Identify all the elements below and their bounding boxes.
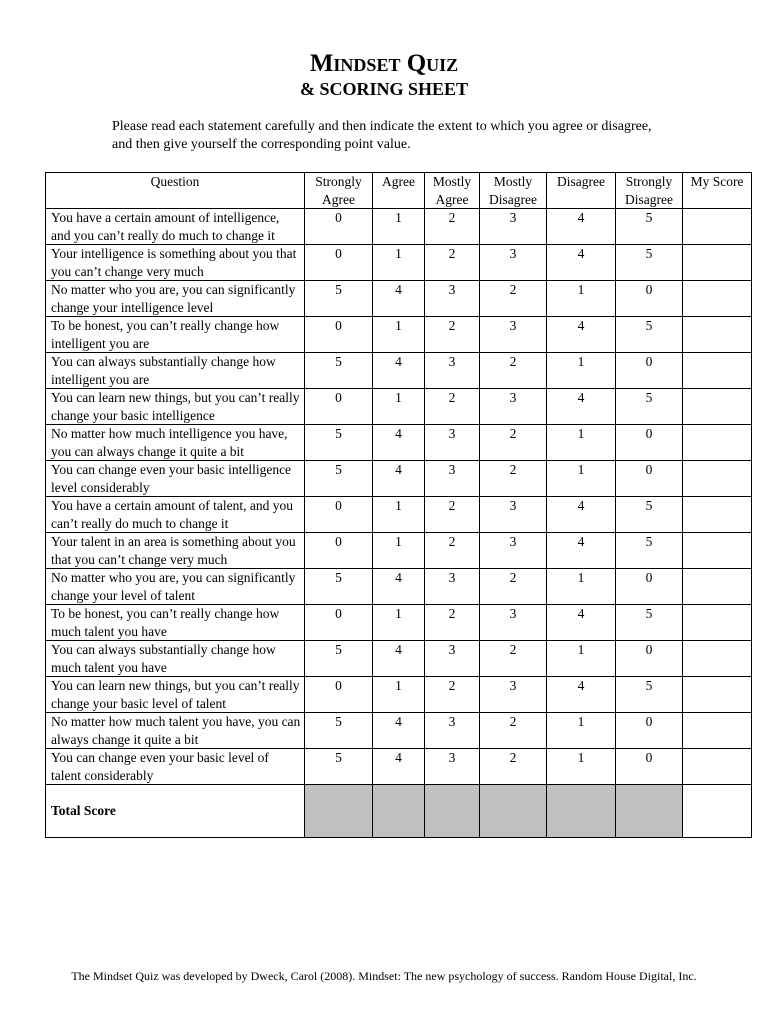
point-value: 2 (425, 497, 480, 533)
point-value: 2 (480, 641, 547, 677)
point-value: 2 (480, 353, 547, 389)
my-score-cell[interactable] (683, 461, 752, 497)
point-value: 1 (547, 425, 616, 461)
question-row (46, 605, 752, 641)
point-value: 5 (616, 245, 683, 281)
point-value: 4 (373, 713, 425, 749)
question-row (46, 677, 752, 713)
point-value: 3 (425, 353, 480, 389)
question-text: You can always substantially change how intelligent you are (46, 353, 305, 389)
point-value: 5 (305, 353, 373, 389)
point-value: 0 (305, 533, 373, 569)
point-value: 1 (373, 389, 425, 425)
point-value: 0 (305, 497, 373, 533)
point-value: 5 (305, 641, 373, 677)
point-value: 1 (373, 245, 425, 281)
total-score-input-cell[interactable] (683, 785, 752, 838)
point-value: 3 (480, 209, 547, 245)
point-value: 1 (547, 353, 616, 389)
point-value: 5 (616, 497, 683, 533)
point-value: 3 (425, 749, 480, 785)
point-value: 2 (480, 569, 547, 605)
point-value: 2 (480, 281, 547, 317)
point-value: 2 (425, 317, 480, 353)
total-row (46, 785, 752, 838)
question-row (46, 353, 752, 389)
point-value: 0 (305, 677, 373, 713)
point-value: 2 (480, 425, 547, 461)
point-value: 3 (425, 641, 480, 677)
total-cell-shaded (305, 785, 373, 838)
question-row (46, 389, 752, 425)
total-cell-shaded (547, 785, 616, 838)
quiz-table (45, 172, 752, 838)
point-value: 1 (547, 749, 616, 785)
my-score-cell[interactable] (683, 677, 752, 713)
column-header: Strongly Agree (305, 173, 373, 209)
question-row (46, 533, 752, 569)
point-value: 1 (547, 641, 616, 677)
point-value: 3 (480, 497, 547, 533)
point-value: 5 (616, 605, 683, 641)
question-row (46, 569, 752, 605)
point-value: 1 (547, 713, 616, 749)
my-score-cell[interactable] (683, 317, 752, 353)
point-value: 5 (616, 389, 683, 425)
point-value: 5 (616, 533, 683, 569)
point-value: 3 (480, 677, 547, 713)
quiz-body (46, 209, 752, 785)
my-score-cell[interactable] (683, 389, 752, 425)
question-text: You have a certain amount of intelligence, and you can’t really do much to change it (46, 209, 305, 245)
total-score-label: Total Score (46, 785, 305, 838)
point-value: 3 (425, 569, 480, 605)
point-value: 3 (425, 281, 480, 317)
point-value: 0 (305, 605, 373, 641)
question-text: You can change even your basic intelligence level considerably (46, 461, 305, 497)
point-value: 5 (305, 461, 373, 497)
question-text: You can always substantially change how much talent you have (46, 641, 305, 677)
column-header: My Score (683, 173, 752, 209)
point-value: 2 (480, 461, 547, 497)
question-text: No matter who you are, you can significantly change your level of talent (46, 569, 305, 605)
total-cell-shaded (425, 785, 480, 838)
my-score-cell[interactable] (683, 497, 752, 533)
point-value: 0 (305, 317, 373, 353)
point-value: 2 (425, 209, 480, 245)
point-value: 3 (480, 605, 547, 641)
point-value: 4 (373, 569, 425, 605)
point-value: 0 (305, 209, 373, 245)
question-row (46, 281, 752, 317)
total-cell-shaded (616, 785, 683, 838)
my-score-cell[interactable] (683, 209, 752, 245)
column-header: Disagree (547, 173, 616, 209)
question-text: No matter who you are, you can significantly change your intelligence level (46, 281, 305, 317)
point-value: 4 (373, 353, 425, 389)
point-value: 2 (480, 713, 547, 749)
total-cell-shaded (373, 785, 425, 838)
point-value: 4 (547, 677, 616, 713)
question-text: You can learn new things, but you can’t really change your basic level of talent (46, 677, 305, 713)
question-row (46, 497, 752, 533)
point-value: 5 (616, 677, 683, 713)
question-text: To be honest, you can’t really change how intelligent you are (46, 317, 305, 353)
point-value: 1 (373, 605, 425, 641)
point-value: 0 (616, 281, 683, 317)
point-value: 0 (616, 425, 683, 461)
point-value: 0 (616, 461, 683, 497)
point-value: 3 (425, 461, 480, 497)
column-header: Agree (373, 173, 425, 209)
point-value: 0 (616, 353, 683, 389)
question-row (46, 641, 752, 677)
question-row (46, 461, 752, 497)
page-subtitle: & SCORING SHEET (299, 79, 469, 99)
point-value: 4 (373, 749, 425, 785)
question-text: Your intelligence is something about you that you can’t change very much (46, 245, 305, 281)
question-text: You can learn new things, but you can’t really change your basic intelligence (46, 389, 305, 425)
header-row (46, 173, 752, 209)
question-text: You can change even your basic level of talent considerably (46, 749, 305, 785)
point-value: 2 (480, 749, 547, 785)
column-header: Mostly Agree (425, 173, 480, 209)
question-text: No matter how much intelligence you have, you can always change it quite a bit (46, 425, 305, 461)
point-value: 2 (425, 389, 480, 425)
my-score-cell[interactable] (683, 281, 752, 317)
point-value: 4 (547, 497, 616, 533)
point-value: 2 (425, 677, 480, 713)
point-value: 5 (616, 209, 683, 245)
point-value: 4 (373, 281, 425, 317)
point-value: 4 (373, 461, 425, 497)
question-row (46, 749, 752, 785)
my-score-cell[interactable] (683, 425, 752, 461)
page-title: Mindset Quiz (309, 50, 459, 77)
point-value: 4 (547, 245, 616, 281)
point-value: 0 (616, 749, 683, 785)
point-value: 4 (547, 389, 616, 425)
point-value: 2 (425, 605, 480, 641)
point-value: 5 (305, 425, 373, 461)
point-value: 0 (616, 713, 683, 749)
my-score-cell[interactable] (683, 245, 752, 281)
my-score-cell[interactable] (683, 569, 752, 605)
question-row (46, 245, 752, 281)
point-value: 1 (373, 533, 425, 569)
question-text: No matter how much talent you have, you can always change it quite a bit (46, 713, 305, 749)
my-score-cell[interactable] (683, 641, 752, 677)
point-value: 4 (547, 605, 616, 641)
question-row (46, 209, 752, 245)
point-value: 4 (547, 317, 616, 353)
point-value: 1 (373, 209, 425, 245)
point-value: 2 (425, 533, 480, 569)
point-value: 3 (480, 389, 547, 425)
my-score-cell[interactable] (683, 533, 752, 569)
point-value: 1 (373, 317, 425, 353)
my-score-cell[interactable] (683, 749, 752, 785)
point-value: 4 (373, 425, 425, 461)
point-value: 3 (480, 533, 547, 569)
point-value: 3 (425, 425, 480, 461)
point-value: 1 (547, 569, 616, 605)
point-value: 0 (305, 389, 373, 425)
point-value: 3 (425, 713, 480, 749)
point-value: 0 (616, 641, 683, 677)
my-score-cell[interactable] (683, 713, 752, 749)
question-row (46, 713, 752, 749)
question-text: You have a certain amount of talent, and you can’t really do much to change it (46, 497, 305, 533)
point-value: 3 (480, 317, 547, 353)
point-value: 5 (305, 749, 373, 785)
my-score-cell[interactable] (683, 605, 752, 641)
question-text: To be honest, you can’t really change how much talent you have (46, 605, 305, 641)
point-value: 5 (305, 713, 373, 749)
point-value: 3 (480, 245, 547, 281)
instructions-text: Please read each statement carefully and then indicate the extent to which you agree or disagree, and then give yourself the corresponding point value. (112, 119, 652, 152)
point-value: 5 (305, 569, 373, 605)
question-row (46, 425, 752, 461)
total-cell-shaded (480, 785, 547, 838)
question-text: Your talent in an area is something about you that you can’t change very much (46, 533, 305, 569)
point-value: 1 (547, 461, 616, 497)
point-value: 5 (616, 317, 683, 353)
point-value: 0 (305, 245, 373, 281)
point-value: 5 (305, 281, 373, 317)
point-value: 2 (425, 245, 480, 281)
point-value: 4 (547, 533, 616, 569)
my-score-cell[interactable] (683, 353, 752, 389)
point-value: 1 (373, 677, 425, 713)
point-value: 0 (616, 569, 683, 605)
point-value: 4 (373, 641, 425, 677)
point-value: 1 (373, 497, 425, 533)
point-value: 1 (547, 281, 616, 317)
question-row (46, 317, 752, 353)
citation-footer: The Mindset Quiz was developed by Dweck, Carol (2008). Mindset: The new psychology of success. Random House Digital, Inc. (71, 969, 697, 983)
column-header: Question (46, 173, 305, 209)
point-value: 4 (547, 209, 616, 245)
column-header: Mostly Disagree (480, 173, 547, 209)
column-header: Strongly Disagree (616, 173, 683, 209)
